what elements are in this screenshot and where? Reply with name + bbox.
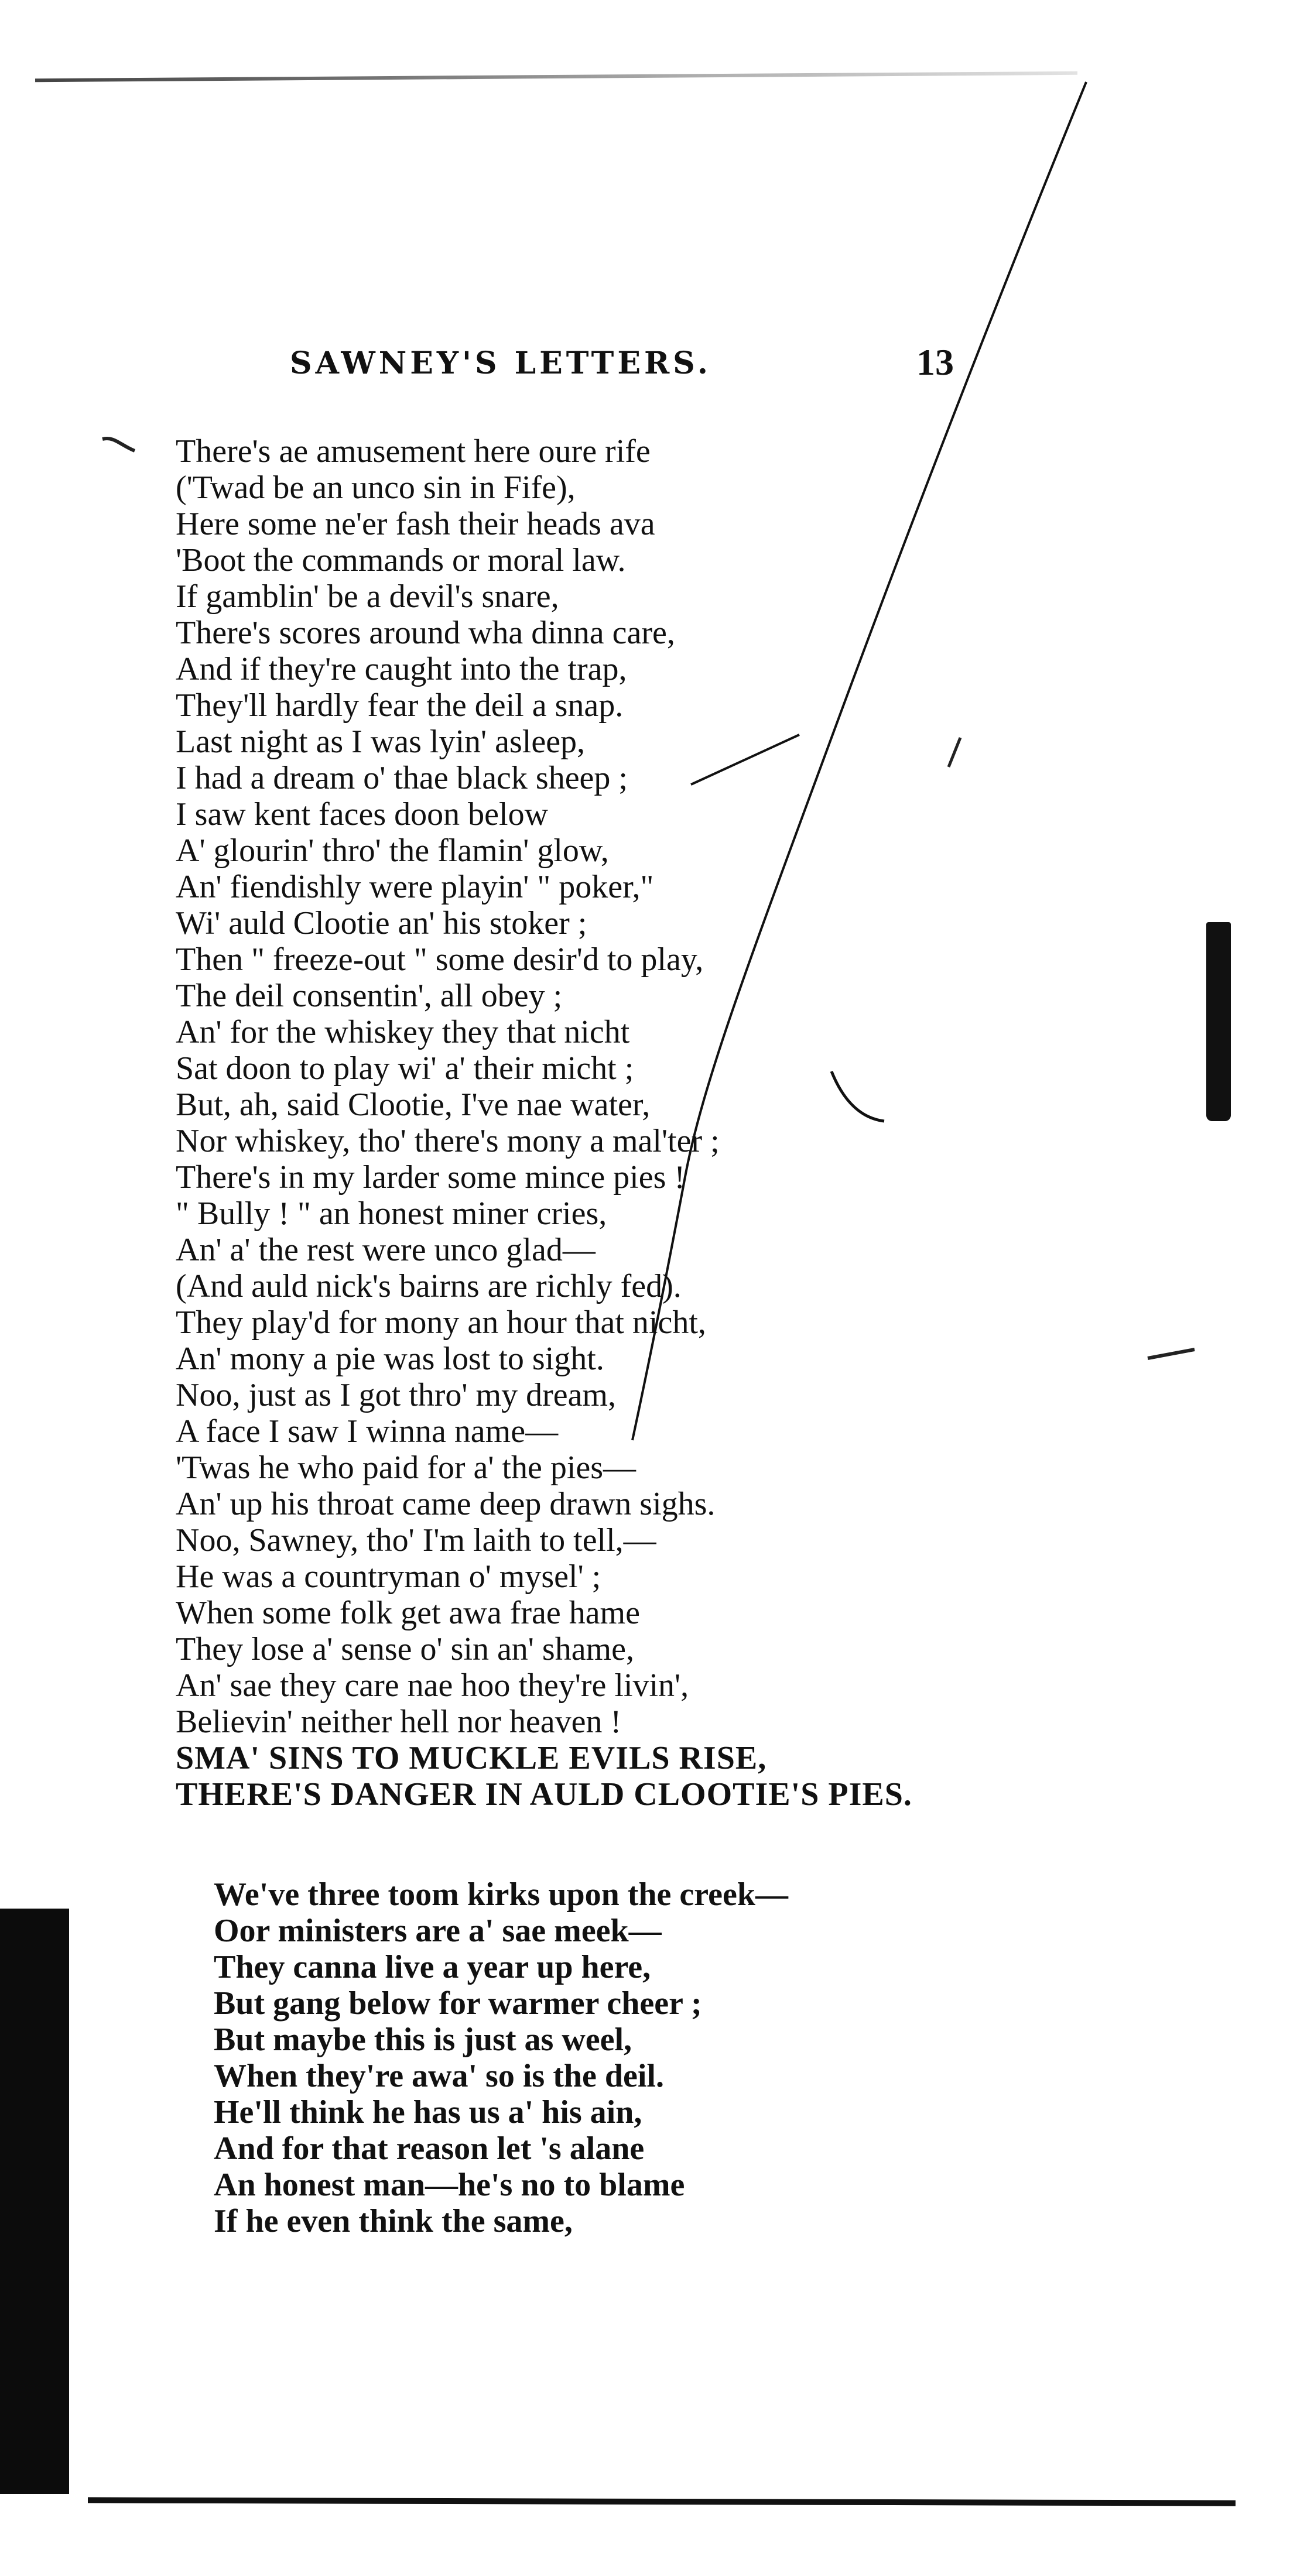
poem-line: And for that reason let 's alane (214, 2130, 645, 2167)
poem-line: When some folk get awa frae hame (176, 1595, 640, 1631)
margin-tick-mark (949, 738, 960, 767)
poem-line: (And auld nick's bairns are richly fed). (176, 1268, 682, 1304)
poem-line: But maybe this is just as weel, (214, 2022, 632, 2058)
poem-line: Believin' neither hell nor heaven ! (176, 1704, 622, 1740)
poem-line: And if they're caught into the trap, (176, 651, 627, 687)
margin-dash-mark (1148, 1349, 1195, 1358)
poem-line: There's ae amusement here oure rife (176, 433, 651, 470)
poem-line: An' up his throat came deep drawn sighs. (176, 1486, 716, 1522)
poem-line: If gamblin' be a devil's snare, (176, 578, 559, 615)
poem-line: Last night as I was lyin' asleep, (176, 724, 586, 760)
poem-line: They play'd for mony an hour that nicht, (176, 1304, 706, 1341)
poem-stanza-1 (176, 433, 912, 1813)
poem-line: We've three toom kirks upon the creek— (214, 1876, 788, 1913)
poem-line: There's in my larder some mince pies ! (176, 1159, 686, 1195)
poem-line: A' glourin' thro' the flamin' glow, (176, 833, 609, 869)
poem-line: Then " freeze-out " some desir'd to play, (176, 941, 704, 978)
poem-line: But gang below for warmer cheer ; (214, 1985, 702, 2022)
poem-line: Sat doon to play wi' a' their micht ; (176, 1050, 634, 1087)
poem-line: A face I saw I winna name— (176, 1413, 559, 1450)
scan-dark-strip-right (1206, 922, 1231, 1121)
poem-line: " Bully ! " an honest miner cries, (176, 1195, 607, 1232)
poem-line: An honest man—he's no to blame (214, 2167, 685, 2203)
poem-line: ('Twad be an unco sin in Fife), (176, 470, 576, 506)
scan-dark-strip-left (0, 1909, 69, 2494)
poem-line: An' sae they care nae hoo they're livin', (176, 1667, 689, 1704)
poem-line: Wi' auld Clootie an' his stoker ; (176, 905, 587, 941)
poem-line: They'll hardly fear the deil a snap. (176, 687, 624, 724)
poem-line: Noo, just as I got thro' my dream, (176, 1377, 616, 1413)
poem-line: SMA' SINS TO MUCKLE EVILS RISE, (176, 1740, 767, 1776)
poem-line: He'll think he has us a' his ain, (214, 2094, 642, 2130)
corner-smudge-mark (102, 439, 135, 451)
poem-line: When they're awa' so is the deil. (214, 2058, 664, 2094)
poem-line: Oor ministers are a' sae meek— (214, 1913, 662, 1949)
poem-line: The deil consentin', all obey ; (176, 978, 563, 1014)
running-title: SAWNEY'S LETTERS. (290, 345, 711, 381)
scan-edge-top (35, 71, 1077, 82)
scan-edge-bottom (88, 2497, 1236, 2506)
poem-line: I saw kent faces doon below (176, 796, 549, 833)
poem-line: If he even think the same, (214, 2203, 573, 2239)
poem-line: An' fiendishly were playin' " poker," (176, 869, 654, 905)
poem-line: I had a dream o' thae black sheep ; (176, 760, 628, 796)
poem-line: 'Boot the commands or moral law. (176, 542, 626, 578)
poem-line: They canna live a year up here, (214, 1949, 651, 1985)
poem-line: An' a' the rest were unco glad— (176, 1232, 596, 1268)
poem-line: Nor whiskey, tho' there's mony a mal'ter ; (176, 1123, 720, 1159)
poem-line: He was a countryman o' mysel' ; (176, 1558, 601, 1595)
poem-line: There's scores around wha dinna care, (176, 615, 675, 651)
page-number: 13 (916, 341, 954, 383)
poem-line: Here some ne'er fash their heads ava (176, 506, 655, 542)
poem-line: Noo, Sawney, tho' I'm laith to tell,— (176, 1522, 656, 1558)
poem-line: An' for the whiskey they that nicht (176, 1014, 630, 1050)
poem-line: 'Twas he who paid for a' the pies— (176, 1450, 637, 1486)
poem-line: They lose a' sense o' sin an' shame, (176, 1631, 634, 1667)
poem-line: But, ah, said Clootie, I've nae water, (176, 1087, 651, 1123)
poem-line: An' mony a pie was lost to sight. (176, 1341, 604, 1377)
poem-line: THERE'S DANGER IN AULD CLOOTIE'S PIES. (176, 1776, 912, 1813)
poem-stanza-2 (214, 1876, 788, 2239)
